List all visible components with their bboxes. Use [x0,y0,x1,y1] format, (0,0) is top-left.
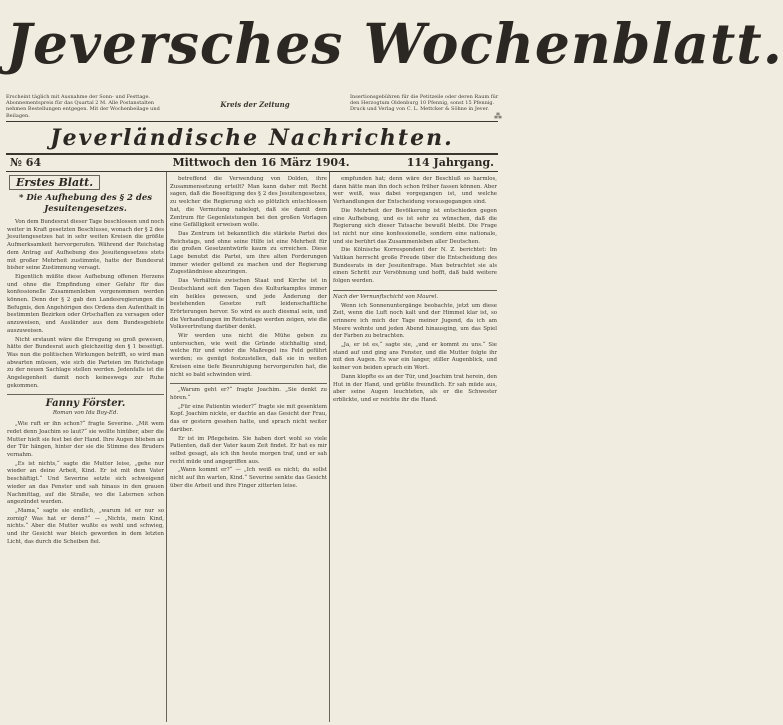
header-rule-mid [6,153,498,155]
issue-date: Mittwoch den 16 März 1904. [172,156,350,169]
advertising-rates: Insertionsgebühren für die Petitzeile oder deren Raum für den Herzogtum Oldenburg 10 Pfennig, sonst 15 Pfennig. Druck und Verlag von C. L. Mettcker & Söhne in Jever. [350,94,499,113]
novel-paragraph: „Wann kommt er?“ — „Ich weiß es nicht; du sollst nicht auf ihn warten, Kind.“ Severine senkte das Gesicht über die Arbeit und ihre Finger zitterten leise. [170,467,327,489]
publisher-note: Kreis der Zeitung [220,100,290,109]
novel-paragraph: Wenn ich Sonnenuntergänge beobachte, jetzt um diese Zeit, wenn die Luft noch kalt und der Himmel klar ist, so erinnere ich mich der Tage meiner Jugend, da ich am Meere wohnte und jeden Abend hinausging, um das Spiel der Farben zu betrachten. [333,302,497,340]
novel-paragraph: Er ist im Pflegeheim. Sie haben dort wohl so viele Patienten, daß der Vater kaum Zeit findet. Er hat es mir selbst gesagt, als ich ihn heute morgen traf, und er sah recht müde und angegriffen aus. [170,435,327,465]
novel-paragraph: „Es ist nichts,“ sagte die Mutter leise, „gehe nur wieder an deine Arbeit, Kind. Er ist mit dem Vater beschäftigt.“ Und Severine setzte sich schweigend wieder an das Fenster und sah hinaus in den grauen Nachmittag, auf die Straße, wo die Laternen schon angezündet wurden. [7,460,164,506]
novel-paragraph: „Für eine Patientin wieder?“ fragte sie mit gesenktem Kopf. Joachim nickte, er dachte an das Gesicht der Frau, das er gestern gesehen hatte, und sprach nicht weiter darüber. [170,403,327,433]
article-separator [7,394,164,395]
section-heading: Erstes Blatt. [9,176,164,189]
article-paragraph: Die Kölnische Korrespondent der N. Z. berichtet: Im Vatikan herrscht große Freude über die Entscheidung des Bundesrats in der Jesuitenfrage. Man betrachtet sie als einen Schritt zur Versöhnung und hofft, daß bald weitere folgen werden. [333,247,497,285]
article-paragraph: betreffend die Verwendung von Dolden, ihre Zusammensetzung erteilt? Man kann daher mit Recht sagen, daß die Beseitigung des § 2 des Jesuitengesetzes, zu welcher die Regierung sich so plötzlich entschlossen hat, die Vermutung nahelegt, daß sie damit dem Zentrum für Gegenleistungen bei den großen Vorlagen eine Gefälligkeit erweisen wolle. [170,176,327,229]
article-title: * Die Aufhebung des § 2 des Jesuitengesetzes. [18,193,153,214]
subscription-info: Erscheint täglich mit Ausnahme der Sonn- und Festtage. Abonnementspreis für das Quartal 2 M. Alle Postanstalten nehmen Bestellungen entgegen. Mit der Wochenbeilage und Beilagen. [6,94,160,119]
novel-paragraph: „Ja, er ist es,“ sagte sie, „und er kommt zu uns.“ Sie stand auf und ging ans Fenster, und die Mutter folgte ihr mit den Augen. Es war ein langer, stiller Augenblick, und keiner von beiden sprach ein Wort. [333,342,497,372]
article-separator [170,383,327,384]
column-1 [7,176,164,721]
article-paragraph: Wir werden uns nicht die Mühe geben zu untersuchen, wie weit die Gründe stichhaltig sind, welche für und wider die Maßregel ins Feld geführt werden; es genügt festzustellen, daß sie in weiten Kreisen eine tiefe Beunruhigung hervorgerufen hat, die nicht so bald schwinden wird. [170,333,327,378]
article-paragraph: empfunden hat; denn wäre der Beschluß so harmlos, dann hätte man ihn doch schon früher fassen können. Aber wer weiß, was dabei vorgegangen ist, und welche Verhandlungen der Entscheidung vorausgegangen sind. [333,176,497,206]
masthead-ornament: ⁂ [494,112,502,121]
column-2 [170,176,327,721]
column-divider-2 [329,172,330,722]
column-3 [333,176,497,721]
article-paragraph: Das Zentrum ist bekanntlich die stärkste Partei des Reichstags, und ohne seine Hilfe ist eine Mehrheit für die großen Gesetzentwürfe kaum zu erreichen. Diese Lage benutzt die Partei, um ihre alten Forderungen immer wieder geltend zu machen und der Regierung Zugeständnisse abzuringen. [170,230,327,276]
article-paragraph: Von dem Bundesrat dieser Tage beschlossen und noch weiter in Kraft gesetzten Beschlusse, wonach der § 2 des Jesuitengesetzes hat in sehr weiten Kreisen die größte Aufmerksamkeit hervorgerufen. Während der Reichstag dem Antrag auf Aufhebung des Jesuitengesetzes stets mit großer Mehrheit zustimmte, hatte der Bundesrat bisher seine Zustimmung versagt. [7,219,164,272]
article-paragraph: Das Verhältnis zwischen Staat und Kirche ist in Deutschland seit den Tagen des Kulturkampfes immer ein heikles gewesen, und jede Änderung der bestehenden Gesetze ruft leidenschaftliche Erörterungen hervor. So wird es auch diesmal sein, und die Verhandlungen im Reichstage werden zeigen, wie die Volksvertretung darüber denkt. [170,278,327,331]
issue-volume: 114 Jahrgang. [406,156,494,169]
issue-bar [6,156,498,170]
serial-novel-byline: Roman von Ida Boy-Ed. [52,410,119,417]
novel-paragraph: „Mama,“ sagte sie endlich, „warum ist er nur so zornig? Was hat er denn?“ — „Nichts, mein Kind, nichts.“ Aber die Mutter wußte es wohl und schwieg, und ihr Gesicht war bleich geworden in dem letzten Licht, das durch die Scheiben fiel. [7,507,164,545]
novel-paragraph: Dann klopfte es an der Tür, und Joachim trat herein, den Hut in der Hand, und grüßte freundlich. Er sah müde aus, aber seine Augen leuchteten, als er die Schwester erblickte, und er reichte ihr die Hand. [333,373,497,403]
header-rule-top [6,121,498,122]
article-paragraph: Die Mehrheit der Bevölkerung ist entschieden gegen eine Aufhebung, und es ist sehr zu wünschen, daß die Regierung sich dieser Tatsache bewußt bleibt. Die Frage ist nicht nur eine konfessionelle, sondern eine nationale, und sie berührt das Zusammenleben aller Deutschen. [333,207,497,245]
paper-subtitle: Jeverländische Nachrichten. [50,125,454,151]
novel-paragraph: „Wie ruft er ihn schon?“ fragte Severine. „Mit wem redet denn Joachim so laut?“ sie wollte hinüber, aber die Mutter hielt sie fest bei der Hand. Ihre Augen blieben an der Tür hängen, hinter der sie die Stimme des Bruders vernahm. [7,421,164,458]
serial-novel-title: Fanny Förster. [45,398,126,410]
issue-number: № 64 [10,156,42,169]
masthead-title: Jeversches Wochenblatt. [6,11,783,76]
article-separator [333,290,497,291]
column-divider-1 [166,172,167,722]
header-rule-bottom [6,171,498,172]
novel-paragraph: „Warum geht er?“ fragte Joachim. „Sie denkt zu hören.“ [170,387,327,401]
article-heading: Nach der Vernunftschicht von Maurel. [333,293,439,300]
article-paragraph: Eigentlich müßte diese Aufhebung offenen Herzens und ohne die Empfindung einer Gefahr für das konfessionelle Zusammenleben vorgenommen werden können. Denn der § 2 gab den Landesregierungen die Befugnis, den Angehörigen des Ordens den Aufenthalt in bestimmten Bezirken oder Ortschaften zu versagen oder anzuweisen, und Ausländer aus dem Bundesgebiete auszuweisen. [7,273,164,334]
article-paragraph: Nicht erstaunt wäre die Erregung so groß gewesen, hätte der Bundesrat auch gleichzeitig den § 1 beseitigt. Was nun die politischen Wirkungen betrifft, so wird man abwarten müssen, wie sich die Parteien im Reichstage zu der neuen Sachlage stellen werden. Jedenfalls ist die Angelegenheit damit noch keineswegs zur Ruhe gekommen. [7,336,164,389]
